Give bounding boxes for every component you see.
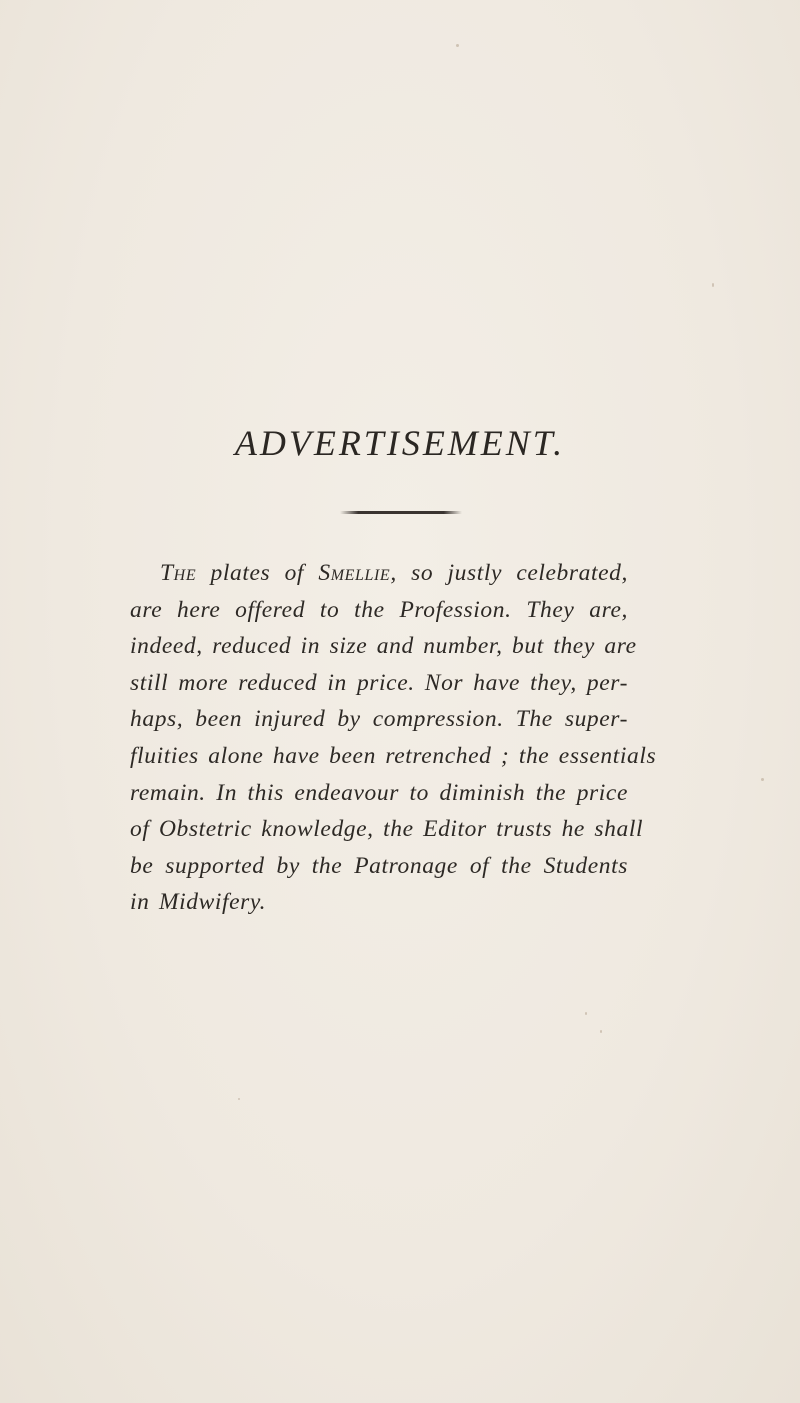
paper-speck [712, 283, 714, 287]
paragraph-line: haps, been injured by compression. The super- [130, 706, 628, 733]
paper-speck [456, 44, 459, 47]
paper-speck [600, 1030, 602, 1033]
paragraph-line: are here offered to the Profession. They are, [130, 596, 628, 623]
page-title: ADVERTISEMENT. [234, 423, 566, 463]
paragraph-line: still more reduced in price. Nor have they, per- [130, 669, 628, 696]
paper-speck [585, 1012, 587, 1015]
paper-speck [238, 1098, 240, 1100]
paragraph-line: of Obstetric knowledge, the Editor trusts he shall [130, 816, 644, 843]
paragraph-line: The plates of Smellie, so justly celebrated, [160, 560, 628, 586]
paragraph-line: fluities alone have been retrenched ; the essentials [130, 742, 657, 769]
paper-speck [761, 778, 764, 781]
ornamental-rule [340, 511, 462, 514]
advertisement-paragraph [130, 555, 657, 921]
paragraph-line: be supported by the Patronage of the Students [130, 852, 628, 879]
paragraph-line: in Midwifery. [130, 889, 267, 916]
paragraph-line: indeed, reduced in size and number, but they are [130, 633, 637, 660]
paragraph-line: remain. In this endeavour to diminish the price [130, 779, 628, 806]
